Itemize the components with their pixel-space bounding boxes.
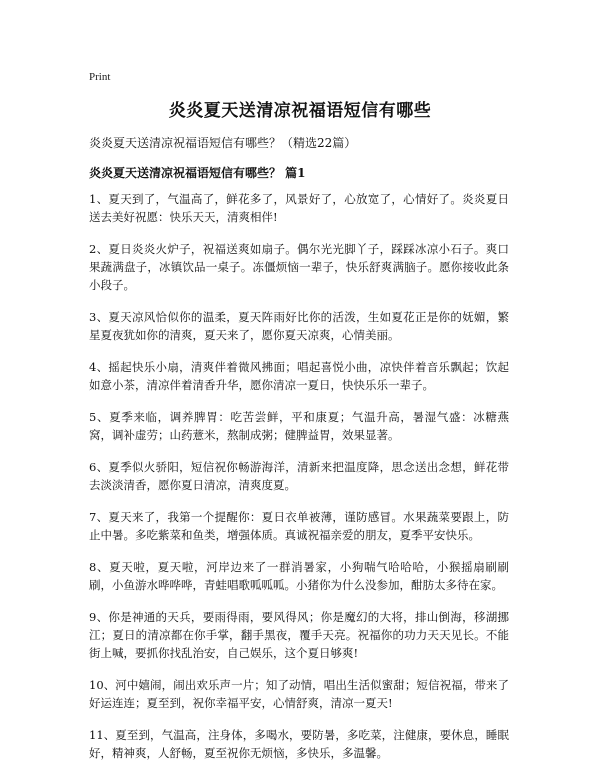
page-title: 炎炎夏天送清凉祝福语短信有哪些 [168, 101, 432, 121]
paragraph-7: 7、夏天来了，我第一个提醒你：夏日衣单被薄，谨防感冒。水果蔬菜要跟上，防止中暑。多吃紫菜和鱼类，增强体质。真诚祝福亲爱的朋友，夏季平安快乐。 [89, 510, 509, 542]
paragraph-6: 6、夏季似火骄阳，短信祝你畅游海洋，清新来把温度降，思念送出念想，鲜花带去淡淡清香，愿你夏日清凉，清爽度夏。 [89, 460, 509, 492]
paragraph-8: 8、夏天啦，夏天啦，河岸边来了一群消暑家，小狗喘气哈哈哈，小猴摇扇刷刷刷，小鱼游水哗哗哗，青蛙唱歌呱呱呱。小猪你为什么没参加，酣肪太多待在家。 [89, 560, 509, 592]
paragraph-4: 4、摇起快乐小扇，清爽伴着微风拂面；唱起喜悦小曲，凉快伴着音乐飘起；饮起如意小茶，清凉伴着清香升华，愿你清凉一夏日，快快乐乐一辈子。 [89, 360, 509, 392]
print-link[interactable]: Print [89, 71, 111, 83]
section-heading: 炎炎夏天送清凉祝福语短信有哪些？ 篇1 [89, 166, 306, 180]
document-body [89, 134, 509, 776]
paragraph-10: 10、河中嬉闹，闹出欢乐声一片；知了动情，唱出生活似蜜甜；短信祝福，带来了好运连连；夏至到，祝你幸福平安，心情舒爽，清凉一夏天! [89, 678, 509, 710]
paragraph-9: 9、你是神通的天兵，要雨得雨，要风得风；你是魔幻的大将，排山倒海，移湖挪江；夏日的清凉都在你手掌，翻手黑夜，覆手天亮。祝福你的功力天天见长。不能街上喊，要抓你找乱治安，自己娱乐，这个夏日够爽! [89, 610, 509, 660]
paragraph-11: 11、夏至到，气温高，注身体，多喝水，要防暑，多吃菜，注健康，要休息，睡眠好，精神爽，人舒畅，夏至祝你无烦恼，多快乐，多温馨。 [89, 728, 509, 760]
paragraph-3: 3、夏天凉风恰似你的温柔，夏天阵雨好比你的活泼，生如夏花正是你的妩媚，繁星夏夜犹如你的清爽，夏天来了，愿你夏天凉爽，心情美丽。 [89, 310, 509, 342]
document-subtitle: 炎炎夏天送清凉祝福语短信有哪些？（精选22篇） [89, 136, 357, 150]
paragraph-1: 1、夏天到了，气温高了，鲜花多了，风景好了，心放宽了，心情好了。炎炎夏日送去美好祝愿：快乐天天，清爽相伴! [89, 192, 509, 224]
paragraph-2: 2、夏日炎炎火炉子，祝福送爽如扇子。偶尔光光脚丫子，踩踩冰凉小石子。爽口果蔬满盘子，冰镇饮品一桌子。冻僵烦恼一辈子，快乐舒爽满脑子。愿你接收此条小段子。 [89, 242, 509, 292]
paragraph-5: 5、夏季来临，调养脾胃：吃苦尝鲜，平和康夏；气温升高，暑湿气盛：冰糖燕窝，调补虚劳；山药薏米，熬制成粥；健脾益胃，效果显著。 [89, 410, 509, 442]
